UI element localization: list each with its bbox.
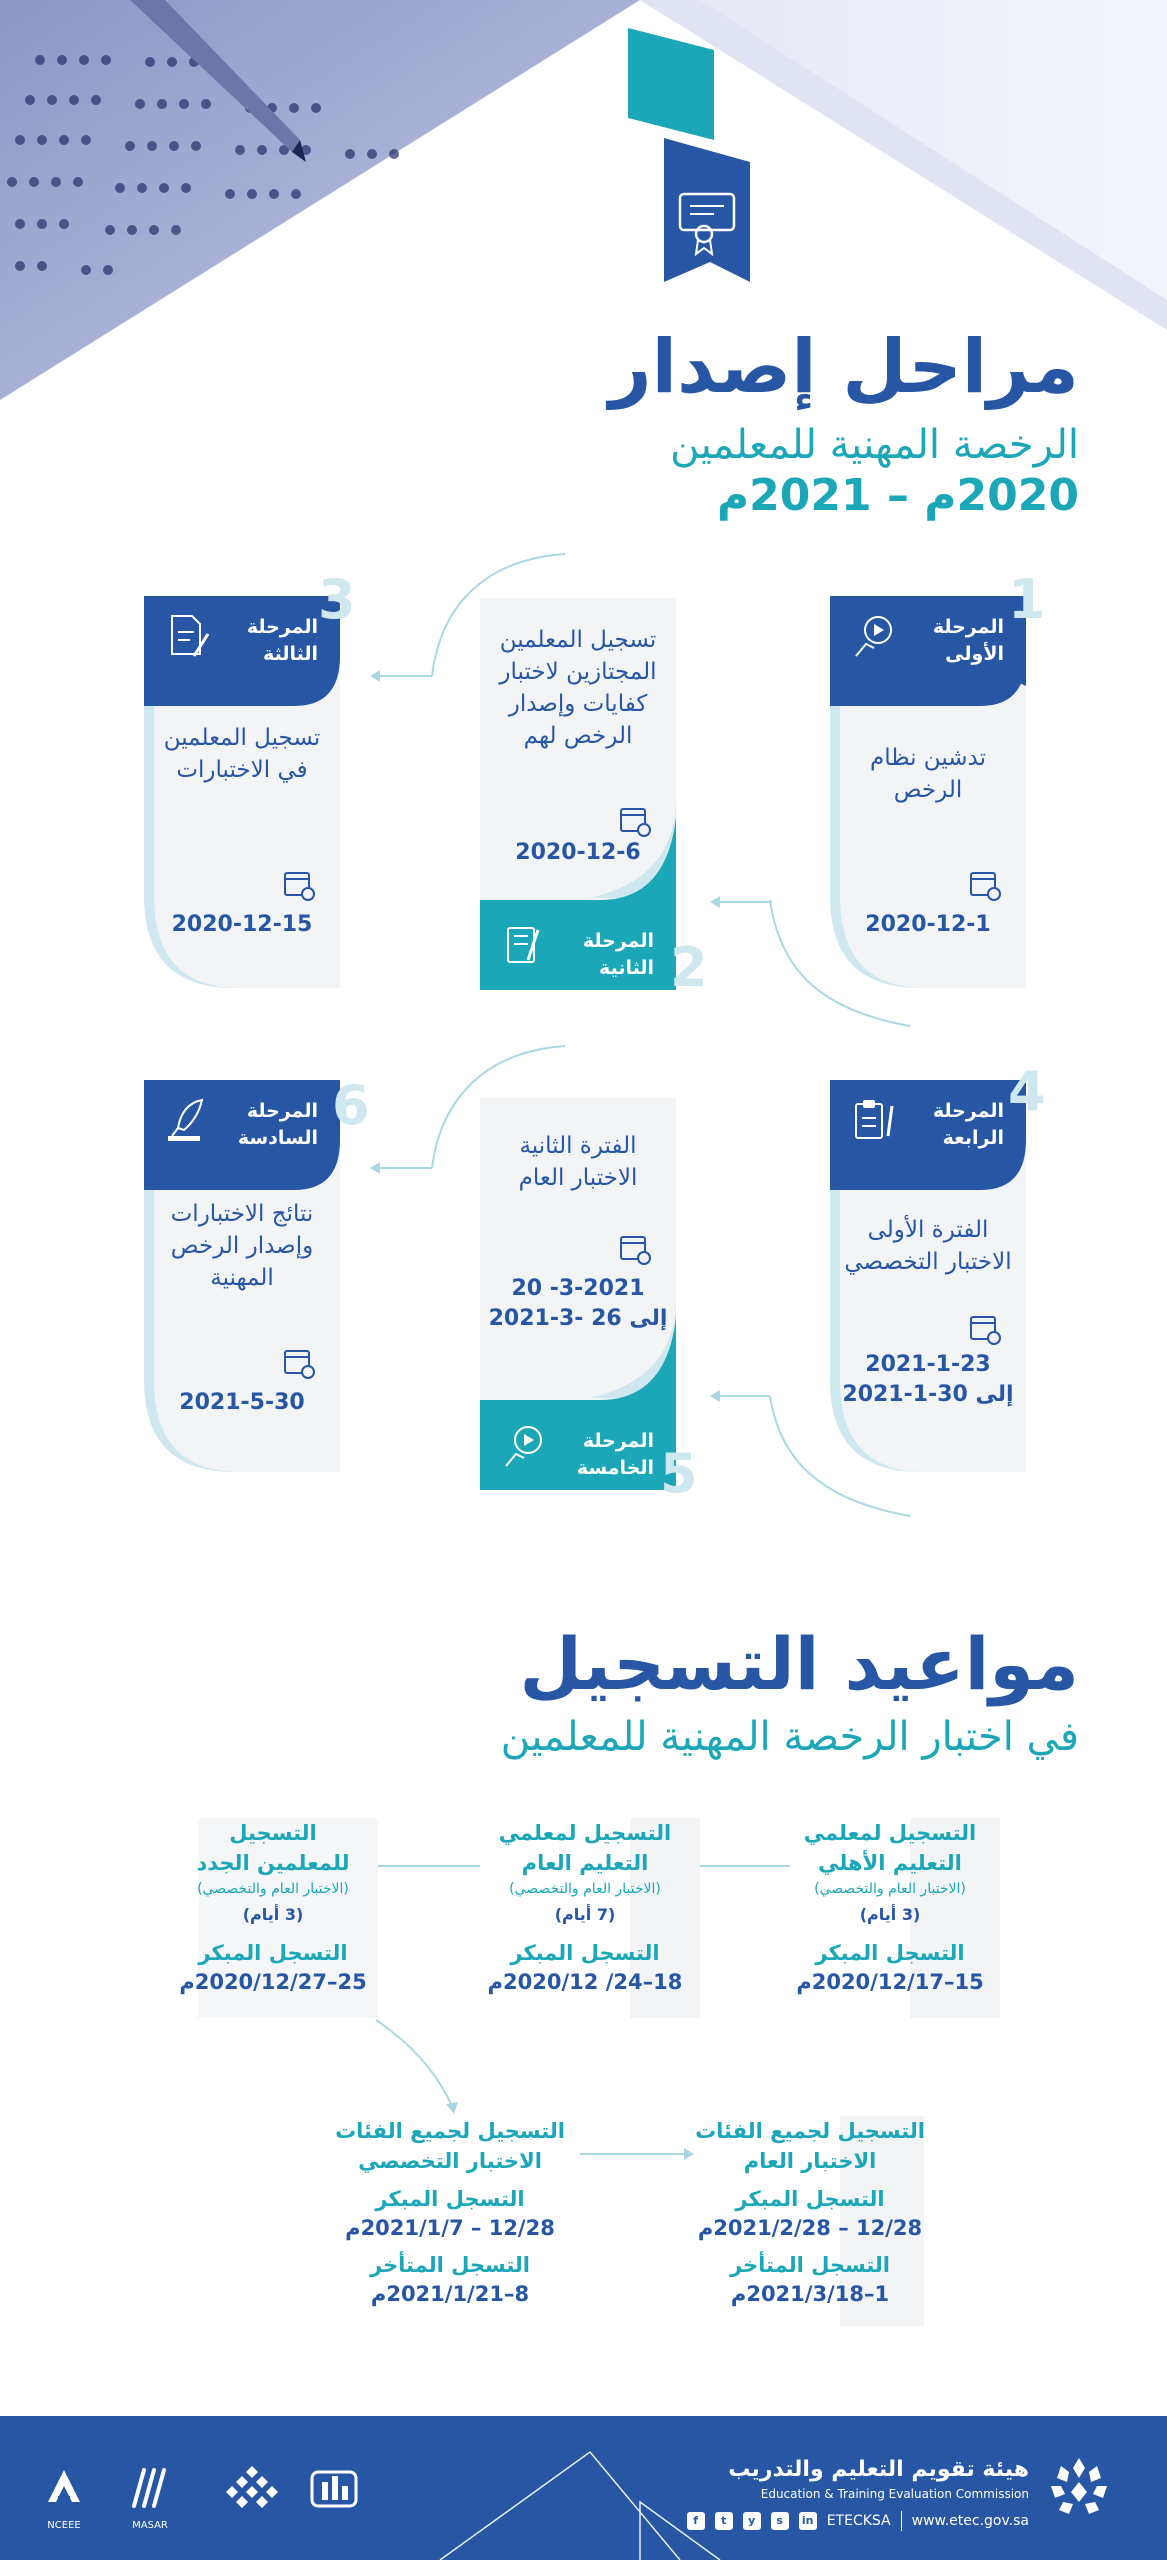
box-early-dates: 18–24/ 2020/12م (487, 1970, 683, 1994)
box-title-line1: التسجيل لمعلمي (803, 1821, 977, 1845)
notebook-pen-icon (498, 920, 550, 972)
org-name-arabic: هيئة تقويم التعليم والتدريب (728, 2457, 1029, 2482)
calendar-icon (968, 1312, 1002, 1346)
phase-date: 2020-12-15 (171, 912, 313, 937)
box-title-line2: التعليم العام (521, 1851, 649, 1875)
box-title-line2: الاختبار العام (743, 2149, 877, 2173)
box-late-label: التسجل المتأخر (729, 2253, 891, 2277)
box-days: (3 أيام) (242, 1905, 304, 1924)
document-pen-icon (162, 610, 214, 662)
box-title-line1: التسجيل لجميع الفئات (335, 2119, 565, 2143)
box-title-line2: للمعلمين الجدد (196, 1851, 350, 1875)
box-early-dates: 12/28 – 2021/2/28م (697, 2216, 923, 2240)
box-late-label: التسجل المتأخر (369, 2253, 531, 2277)
box-early-dates: 25–2020/12/27م (179, 1970, 367, 1994)
footer (0, 2416, 1167, 2560)
box-early-label: التسجل المبكر (198, 1941, 348, 1965)
etimad-logo-icon (222, 2462, 282, 2518)
box-days: (3 أيام) (859, 1905, 921, 1924)
phase-number-5: 5 (660, 1442, 698, 1505)
phase-number-1: 1 (1008, 568, 1046, 631)
qiyas-logo-icon (306, 2462, 362, 2518)
play-hand-icon (498, 1420, 550, 1472)
phase-date-start: 20 -3-2021 (511, 1276, 645, 1301)
youtube-icon[interactable]: y (743, 2512, 761, 2530)
clipboard-pen-icon (848, 1094, 900, 1146)
calendar-icon (618, 1232, 652, 1266)
phase-date: 2020-12-1 (865, 912, 991, 937)
registration-box-specialty-test (330, 2116, 570, 2326)
phase-date-start: 2021-1-23 (865, 1352, 991, 1377)
calendar-icon (618, 804, 652, 838)
play-hand-icon (848, 610, 900, 662)
phase-description: تسجيل المعلمين في الاختبارات (163, 725, 321, 783)
box-days: (7 أيام) (554, 1905, 616, 1924)
facebook-icon[interactable]: f (687, 2512, 705, 2530)
website-link[interactable]: www.etec.gov.sa (911, 2513, 1029, 2529)
calendar-icon (968, 868, 1002, 902)
box-title-line2: التعليم الأهلي (818, 1851, 962, 1875)
phase-label: المرحلة السادسة (237, 1100, 318, 1149)
box-scope: (الاختبار العام والتخصصي) (509, 1881, 661, 1897)
phase-date-end: إلى 26 -3-2021 (488, 1306, 668, 1331)
calendar-icon (282, 1346, 316, 1380)
phase-card-1 (830, 596, 1026, 988)
box-early-label: التسجل المبكر (375, 2187, 525, 2211)
phase-description: نتائج الاختبارات وإصدار الرخص المهنية (170, 1201, 314, 1291)
box-early-dates: 12/28 – 2021/1/7م (345, 2216, 555, 2240)
phase-label: المرحلة الثانية (582, 930, 654, 979)
phase-description: تسجيل المعلمين المجتازين لاختبار كفايات وإصدار الرخص لهم (499, 627, 657, 749)
calendar-icon (282, 868, 316, 902)
phase-card-2 (480, 598, 676, 990)
phase-card-6 (144, 1080, 340, 1472)
phase-number-2: 2 (670, 936, 708, 999)
registration-box-private (790, 1818, 990, 2018)
phase-date: 2021-5-30 (179, 1390, 305, 1415)
box-late-dates: 8–2021/1/21م (370, 2282, 530, 2306)
registration-box-general-test (690, 2116, 930, 2326)
registration-subtitle: في اختبار الرخصة المهنية للمعلمين (500, 1714, 1079, 1760)
box-title-line1: التسجيل (229, 1821, 317, 1845)
phase-card-5 (480, 1098, 676, 1490)
etec-logo-icon (1039, 2452, 1119, 2524)
phase-description: الفترة الثانية الاختبار العام (518, 1133, 638, 1191)
registration-title: مواعيد التسجيل (519, 1622, 1079, 1706)
linkedin-icon[interactable]: in (799, 2512, 817, 2530)
box-early-label: التسجل المبكر (735, 2187, 885, 2211)
phase-label: المرحلة الثالثة (246, 616, 318, 665)
phase-card-3 (144, 596, 340, 988)
page-title: مراحل إصدار (609, 324, 1079, 410)
tamayoz-label: NCEEE (47, 2520, 81, 2531)
phase-date-end: إلى 30-1-2021 (842, 1382, 1014, 1407)
phase-description: الفترة الأولى الاختبار التخصصي (844, 1217, 1012, 1275)
masar-logo-icon (126, 2462, 174, 2518)
box-title-line1: التسجيل لمعلمي (498, 1821, 672, 1845)
box-title-line1: التسجيل لجميع الفئات (695, 2119, 925, 2143)
divider (901, 2511, 902, 2531)
phase-label: المرحلة الرابعة (932, 1100, 1004, 1149)
phase-label: المرحلة الأولى (932, 616, 1004, 665)
org-name-english: Education & Training Evaluation Commission (760, 2487, 1029, 2501)
masar-label: MASAR (132, 2520, 168, 2531)
phase-number-4: 4 (1008, 1060, 1046, 1123)
box-early-dates: 15–2020/12/17م (796, 1970, 984, 1994)
page-subtitle: الرخصة المهنية للمعلمين (670, 422, 1079, 468)
box-early-label: التسجل المبكر (510, 1941, 660, 1965)
box-scope: (الاختبار العام والتخصصي) (814, 1881, 966, 1897)
box-scope: (الاختبار العام والتخصصي) (197, 1881, 349, 1897)
box-late-dates: 1–2021/3/18م (730, 2282, 890, 2306)
twitter-icon[interactable]: t (715, 2512, 733, 2530)
handle-text: ETECKSA (826, 2513, 891, 2529)
phase-card-4 (830, 1080, 1026, 1472)
phase-label: المرحلة الخامسة (576, 1430, 654, 1479)
phase-description: تدشين نظام الرخص (869, 745, 987, 803)
social-row (687, 2510, 1029, 2532)
registration-box-new (168, 1818, 378, 2018)
phase-number-6: 6 (332, 1074, 370, 1137)
phase-number-3: 3 (318, 568, 356, 631)
phase-date: 2020-12-6 (515, 840, 641, 865)
snapchat-icon[interactable]: s (771, 2512, 789, 2530)
box-early-label: التسجل المبكر (815, 1941, 965, 1965)
tamayoz-logo-icon (44, 2462, 84, 2518)
page-years: 2020م – 2021م (716, 470, 1079, 521)
box-title-line2: الاختبار التخصصي (358, 2149, 542, 2173)
registration-box-public (480, 1818, 690, 2018)
certificate-icon (664, 138, 750, 278)
quill-icon (162, 1094, 214, 1146)
